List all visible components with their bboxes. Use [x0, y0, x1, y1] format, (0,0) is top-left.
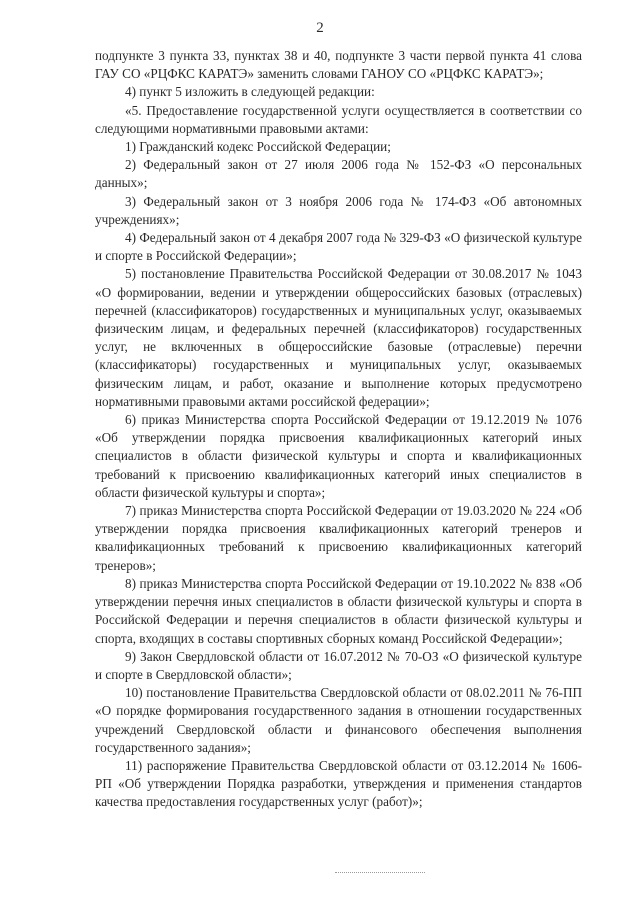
scan-artifact-mark — [335, 872, 425, 875]
list-item-10: 10) постановление Правительства Свердловской области от 08.02.2011 № 76-ПП «О порядке формирования государственного задания в отношении государственных учреждений Свердловской области и финансового обеспечения выполнения государственного задания»; — [95, 685, 582, 755]
list-item-3: 3) Федеральный закон от 3 ноября 2006 года № 174-ФЗ «Об автономных учреждениях»; — [95, 193, 582, 227]
list-item-5: 5) постановление Правительства Российской Федерации от 30.08.2017 № 1043 «О формировании, ведении и утверждении общероссийских базовых (отраслевых) перечней (классификаторов) государственных и муниципальных услуг, оказываемых физическим лицам, и федеральных перечней (классификаторов) государственных услуг, не включенных в общероссийские базовые (отраслевые) перечни (классификаторы) государственных и муниципальных услуг, оказываемых физическим лицам, и работ, оказание и выполнение которых предусмотрено нормативными правовыми актами российской федерации»; — [95, 266, 582, 409]
document-body — [95, 47, 582, 812]
paragraph-continuation: подпункте 3 пункта 33, пунктах 38 и 40, подпункте 3 части первой пункта 41 слова ГАУ СО «РЦФКС КАРАТЭ» заменить словами ГАНОУ СО «РЦФКС КАРАТЭ»; — [95, 48, 582, 82]
list-item-11: 11) распоряжение Правительства Свердловской области от 03.12.2014 № 1606-РП «Об утверждении Порядка разработки, утверждения и применения стандартов качества предоставления государственных услуг (работ)»; — [95, 757, 582, 810]
list-item-7: 7) приказ Министерства спорта Российской Федерации от 19.03.2020 № 224 «Об утверждении порядка присвоения квалификационных категорий тренеров и квалификационных требований к присвоению квалификационных категорий тренеров»; — [95, 503, 582, 573]
list-item-4: 4) Федеральный закон от 4 декабря 2007 года № 329-ФЗ «О физической культуре и спорте в Российской Федерации»; — [95, 230, 582, 264]
list-item-2: 2) Федеральный закон от 27 июля 2006 года № 152-ФЗ «О персональных данных»; — [95, 157, 582, 191]
list-item-6: 6) приказ Министерства спорта Российской Федерации от 19.12.2019 № 1076 «Об утверждении порядка присвоения квалификационных категорий иных специалистов в области физической культуры и спорта и квалификационных требований к присвоению квалификационных категорий иных специалистов в области физической культуры и спорта»; — [95, 412, 582, 500]
list-item-8: 8) приказ Министерства спорта Российской Федерации от 19.10.2022 № 838 «Об утверждении перечня иных специалистов в области физической культуры и спорта в Российской Федерации и перечня специалистов в области физической культуры и спорта, входящих в составы спортивных сборных команд Российской Федерации»; — [95, 575, 582, 646]
page-number: 2 — [316, 20, 324, 36]
list-item-9: 9) Закон Свердловской области от 16.07.2012 № 70-ОЗ «О физической культуре и спорте в Свердловской области»; — [95, 648, 582, 682]
paragraph-section-5-intro: «5. Предоставление государственной услуги осуществляется в соответствии со следующими нормативными правовыми актами: — [95, 102, 582, 136]
paragraph-item-4: 4) пункт 5 изложить в следующей редакции: — [125, 84, 375, 100]
list-item-1: 1) Гражданский кодекс Российской Федерации; — [125, 139, 391, 155]
